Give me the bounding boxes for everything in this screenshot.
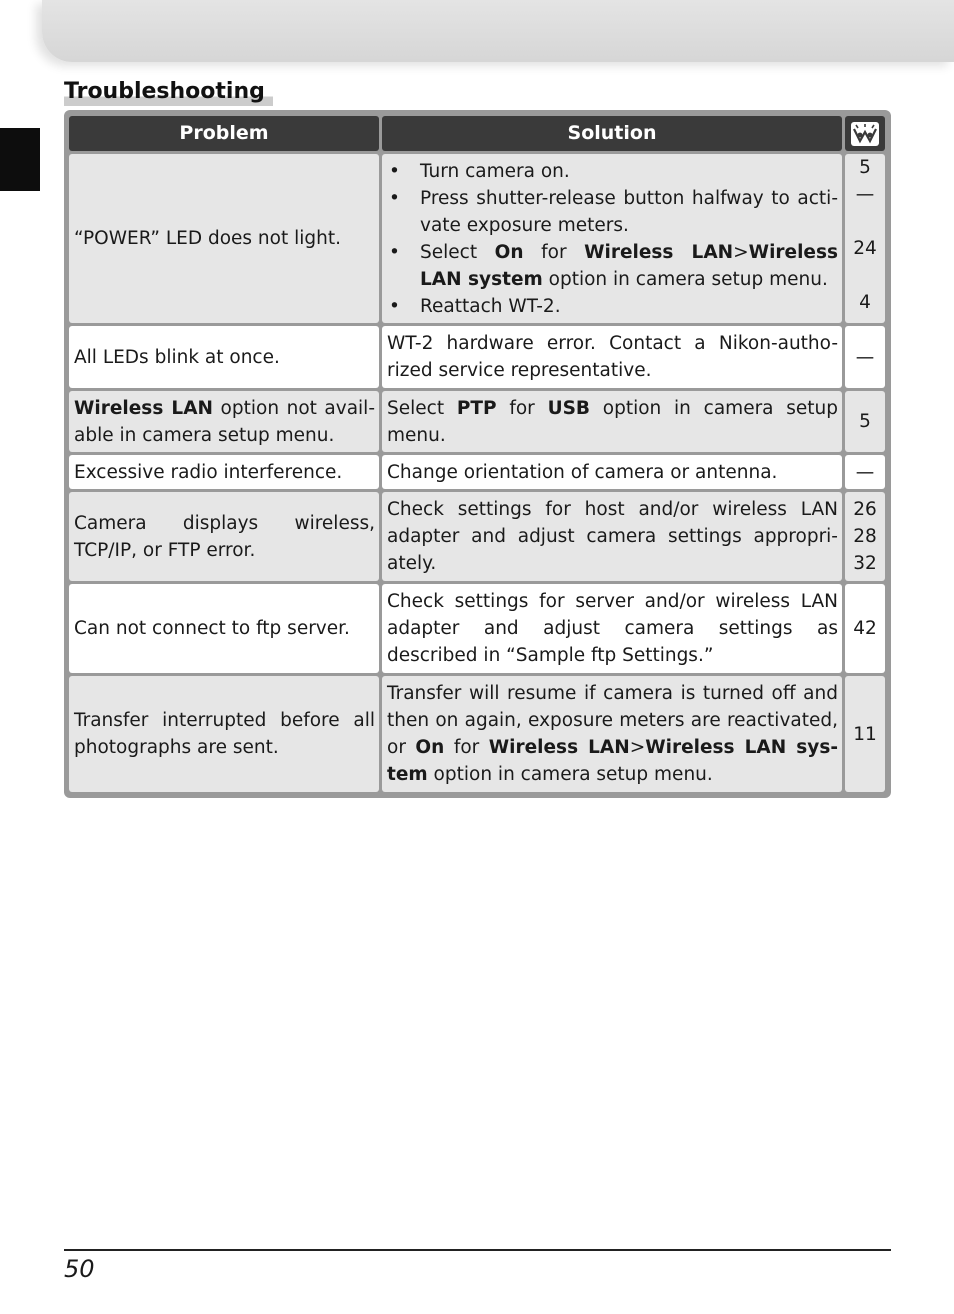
page-ref: 42 — [853, 618, 877, 639]
table-row-5-solution: Check settings for host and/or wireless LAN adapter and adjust camera settings appropri-ately. — [382, 492, 842, 581]
table-row-7-page — [845, 676, 885, 792]
table-row-4-solution: Change orientation of camera or antenna. — [382, 455, 842, 489]
solution-bullet-list — [387, 158, 838, 320]
table-row-7-problem: Transfer interrupted before all photographs are sent. — [69, 676, 379, 792]
table-row-2-solution: WT-2 hardware error. Contact a Nikon-autho-rized service representative. — [382, 326, 842, 388]
list-item: • Select On for Wireless LAN>Wireless LAN system option in camera setup menu. — [389, 241, 839, 290]
list-item: • Reattach WT-2. — [389, 295, 561, 317]
page-ref: 5 — [859, 157, 871, 178]
table-row-6-page — [845, 584, 885, 673]
table-row-1-solution — [382, 154, 842, 323]
table-row-2-page — [845, 326, 885, 388]
list-item: • Press shutter-release button halfway to acti-vate exposure meters. — [389, 187, 838, 236]
page-ref: — — [855, 184, 875, 205]
table-row-4-page — [845, 455, 885, 489]
nikon-eye-icon — [850, 121, 880, 147]
page-ref: 32 — [853, 553, 877, 574]
header-problem: Problem — [69, 116, 379, 151]
page-ref: 26 — [853, 499, 877, 520]
page-number: 50 — [64, 1255, 95, 1283]
table-row-7-solution: Transfer will resume if camera is turned off and then on again, exposure meters are reactivated, or On for Wireless LAN>Wireless LAN sys-tem option in camera setup menu. — [382, 676, 842, 792]
table-row-1-problem: “POWER” LED does not light. — [69, 154, 379, 323]
table-row-3-problem: Wireless LAN option not avail-able in camera setup menu. — [69, 391, 379, 452]
table-row-3-solution: Select PTP for USB option in camera setup menu. — [382, 391, 842, 452]
header-band — [42, 0, 954, 62]
page-ref: 5 — [859, 411, 871, 432]
table-row-5-problem: Camera displays wireless, TCP/IP, or FTP error. — [69, 492, 379, 581]
page-ref: — — [855, 461, 875, 483]
chapter-tab — [0, 128, 40, 191]
table-row-1-page — [845, 154, 885, 323]
page-ref: 11 — [853, 723, 877, 745]
page-ref: 28 — [853, 526, 877, 547]
page-ref: — — [855, 346, 875, 368]
table-row-3-page — [845, 391, 885, 452]
page-ref: 4 — [859, 292, 871, 313]
footer-rule — [64, 1249, 891, 1251]
header-solution: Solution — [382, 116, 842, 151]
table-row-2-problem: All LEDs blink at once. — [69, 326, 379, 388]
page-ref: 24 — [853, 238, 877, 259]
table-row-6-problem: Can not connect to ftp server. — [69, 584, 379, 673]
table-row-5-page — [845, 492, 885, 581]
section-title: Troubleshooting — [64, 78, 273, 106]
header-page-ref — [845, 116, 885, 151]
table-row-6-solution: Check settings for server and/or wireless LAN adapter and adjust camera settings as described in “Sample ftp Settings.” — [382, 584, 842, 673]
table-row-4-problem: Excessive radio interference. — [69, 455, 379, 489]
list-item: • Turn camera on. — [389, 160, 570, 182]
